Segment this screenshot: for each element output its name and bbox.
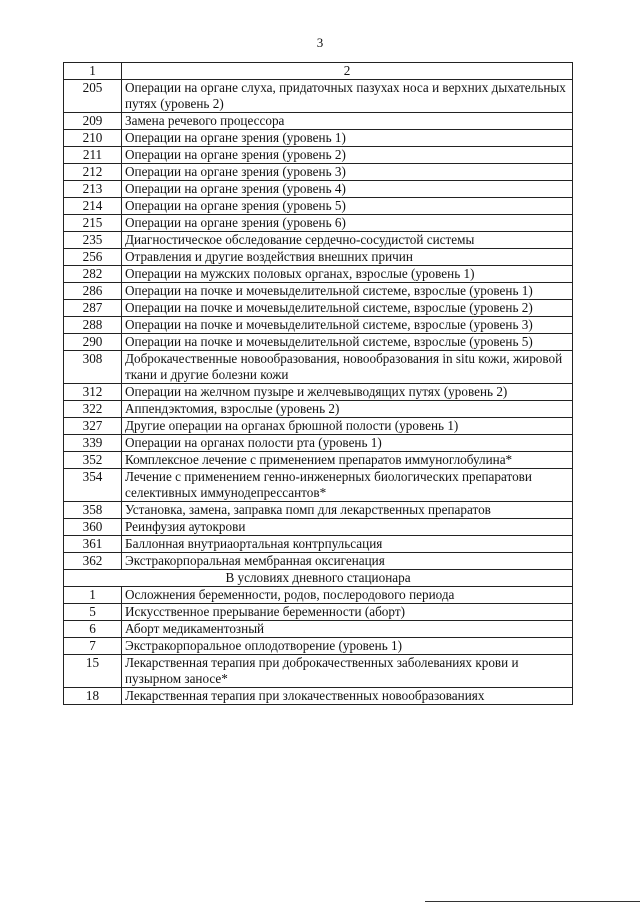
table-row <box>64 469 573 502</box>
table-row <box>64 519 573 536</box>
row-code: 361 <box>64 536 122 553</box>
table-row <box>64 604 573 621</box>
row-description: Операции на органе зрения (уровень 2) <box>122 147 573 164</box>
row-code: 358 <box>64 502 122 519</box>
row-description: Операции на органе зрения (уровень 3) <box>122 164 573 181</box>
row-code: 352 <box>64 452 122 469</box>
row-code: 322 <box>64 401 122 418</box>
row-code: 360 <box>64 519 122 536</box>
row-code: 288 <box>64 317 122 334</box>
row-code: 354 <box>64 469 122 502</box>
table-row <box>64 198 573 215</box>
row-description: Диагностическое обследование сердечно-сосудистой системы <box>122 232 573 249</box>
table-row <box>64 317 573 334</box>
table-row <box>64 266 573 283</box>
row-code: 339 <box>64 435 122 452</box>
row-code: 211 <box>64 147 122 164</box>
table-row <box>64 181 573 198</box>
page-number: 3 <box>316 35 324 50</box>
row-code: 362 <box>64 553 122 570</box>
row-description: Операции на органе зрения (уровень 1) <box>122 130 573 147</box>
row-description: Замена речевого процессора <box>122 113 573 130</box>
table-row <box>64 147 573 164</box>
header-col-1: 1 <box>64 63 122 80</box>
row-description: Экстракорпоральная мембранная оксигенация <box>122 553 573 570</box>
row-description: Операции на мужских половых органах, взрослые (уровень 1) <box>122 266 573 283</box>
table-row <box>64 113 573 130</box>
table-row <box>64 351 573 384</box>
row-description: Лекарственная терапия при доброкачественных заболеваниях крови и пузырном заносе* <box>122 655 573 688</box>
row-code: 287 <box>64 300 122 317</box>
row-description: Операции на желчном пузыре и желчевыводящих путях (уровень 2) <box>122 384 573 401</box>
row-code: 1 <box>64 587 122 604</box>
bottom-rule <box>425 901 640 902</box>
table-row <box>64 164 573 181</box>
row-code: 312 <box>64 384 122 401</box>
row-description: Лекарственная терапия при злокачественных новообразованиях <box>122 688 573 705</box>
row-description: Другие операции на органах брюшной полости (уровень 1) <box>122 418 573 435</box>
header-col-2: 2 <box>122 63 573 80</box>
table-row <box>64 384 573 401</box>
table-row <box>64 638 573 655</box>
table-row <box>64 688 573 705</box>
row-description: Операции на органе зрения (уровень 5) <box>122 198 573 215</box>
row-code: 213 <box>64 181 122 198</box>
row-code: 308 <box>64 351 122 384</box>
row-code: 212 <box>64 164 122 181</box>
row-description: Лечение с применением генно-инженерных биологических препаратови селективных иммунодепрессантов* <box>122 469 573 502</box>
table-row <box>64 215 573 232</box>
row-code: 235 <box>64 232 122 249</box>
row-description: Операции на органе зрения (уровень 4) <box>122 181 573 198</box>
table-row <box>64 249 573 266</box>
row-code: 210 <box>64 130 122 147</box>
table-row <box>64 587 573 604</box>
table-row <box>64 300 573 317</box>
row-description: Баллонная внутриаортальная контрпульсация <box>122 536 573 553</box>
table-row <box>64 232 573 249</box>
row-description: Операции на органе зрения (уровень 6) <box>122 215 573 232</box>
row-code: 214 <box>64 198 122 215</box>
row-code: 256 <box>64 249 122 266</box>
row-code: 18 <box>64 688 122 705</box>
row-code: 205 <box>64 80 122 113</box>
section-header-row <box>64 570 573 587</box>
row-code: 290 <box>64 334 122 351</box>
table-row <box>64 655 573 688</box>
table-row <box>64 536 573 553</box>
table-row <box>64 401 573 418</box>
table-header-row <box>64 63 573 80</box>
row-description: Операции на почке и мочевыделительной системе, взрослые (уровень 2) <box>122 300 573 317</box>
table-row <box>64 283 573 300</box>
row-description: Доброкачественные новообразования, новообразования in situ кожи, жировой ткани и другие болезни кожи <box>122 351 573 384</box>
table-row <box>64 435 573 452</box>
row-description: Операции на почке и мочевыделительной системе, взрослые (уровень 5) <box>122 334 573 351</box>
table-row <box>64 334 573 351</box>
table-row <box>64 621 573 638</box>
table-row <box>64 80 573 113</box>
procedures-table <box>63 62 573 705</box>
row-code: 327 <box>64 418 122 435</box>
row-description: Искусственное прерывание беременности (аборт) <box>122 604 573 621</box>
row-description: Операции на органе слуха, придаточных пазухах носа и верхних дыхательных путях (уровень 2) <box>122 80 573 113</box>
row-description: Аппендэктомия, взрослые (уровень 2) <box>122 401 573 418</box>
row-description: Операции на почке и мочевыделительной системе, взрослые (уровень 3) <box>122 317 573 334</box>
row-description: Аборт медикаментозный <box>122 621 573 638</box>
row-code: 286 <box>64 283 122 300</box>
row-description: Комплексное лечение с применением препаратов иммуноглобулина* <box>122 452 573 469</box>
row-code: 7 <box>64 638 122 655</box>
row-description: Операции на почке и мочевыделительной системе, взрослые (уровень 1) <box>122 283 573 300</box>
row-code: 209 <box>64 113 122 130</box>
row-description: Осложнения беременности, родов, послеродового периода <box>122 587 573 604</box>
row-description: Установка, замена, заправка помп для лекарственных препаратов <box>122 502 573 519</box>
row-description: Операции на органах полости рта (уровень 1) <box>122 435 573 452</box>
row-code: 5 <box>64 604 122 621</box>
row-description: Отравления и другие воздействия внешних причин <box>122 249 573 266</box>
row-description: Реинфузия аутокрови <box>122 519 573 536</box>
row-code: 15 <box>64 655 122 688</box>
row-code: 215 <box>64 215 122 232</box>
table-row <box>64 418 573 435</box>
row-description: Экстракорпоральное оплодотворение (уровень 1) <box>122 638 573 655</box>
section-title: В условиях дневного стационара <box>64 570 573 587</box>
table-row <box>64 130 573 147</box>
row-code: 6 <box>64 621 122 638</box>
table-row <box>64 452 573 469</box>
row-code: 282 <box>64 266 122 283</box>
table-row <box>64 502 573 519</box>
table-row <box>64 553 573 570</box>
